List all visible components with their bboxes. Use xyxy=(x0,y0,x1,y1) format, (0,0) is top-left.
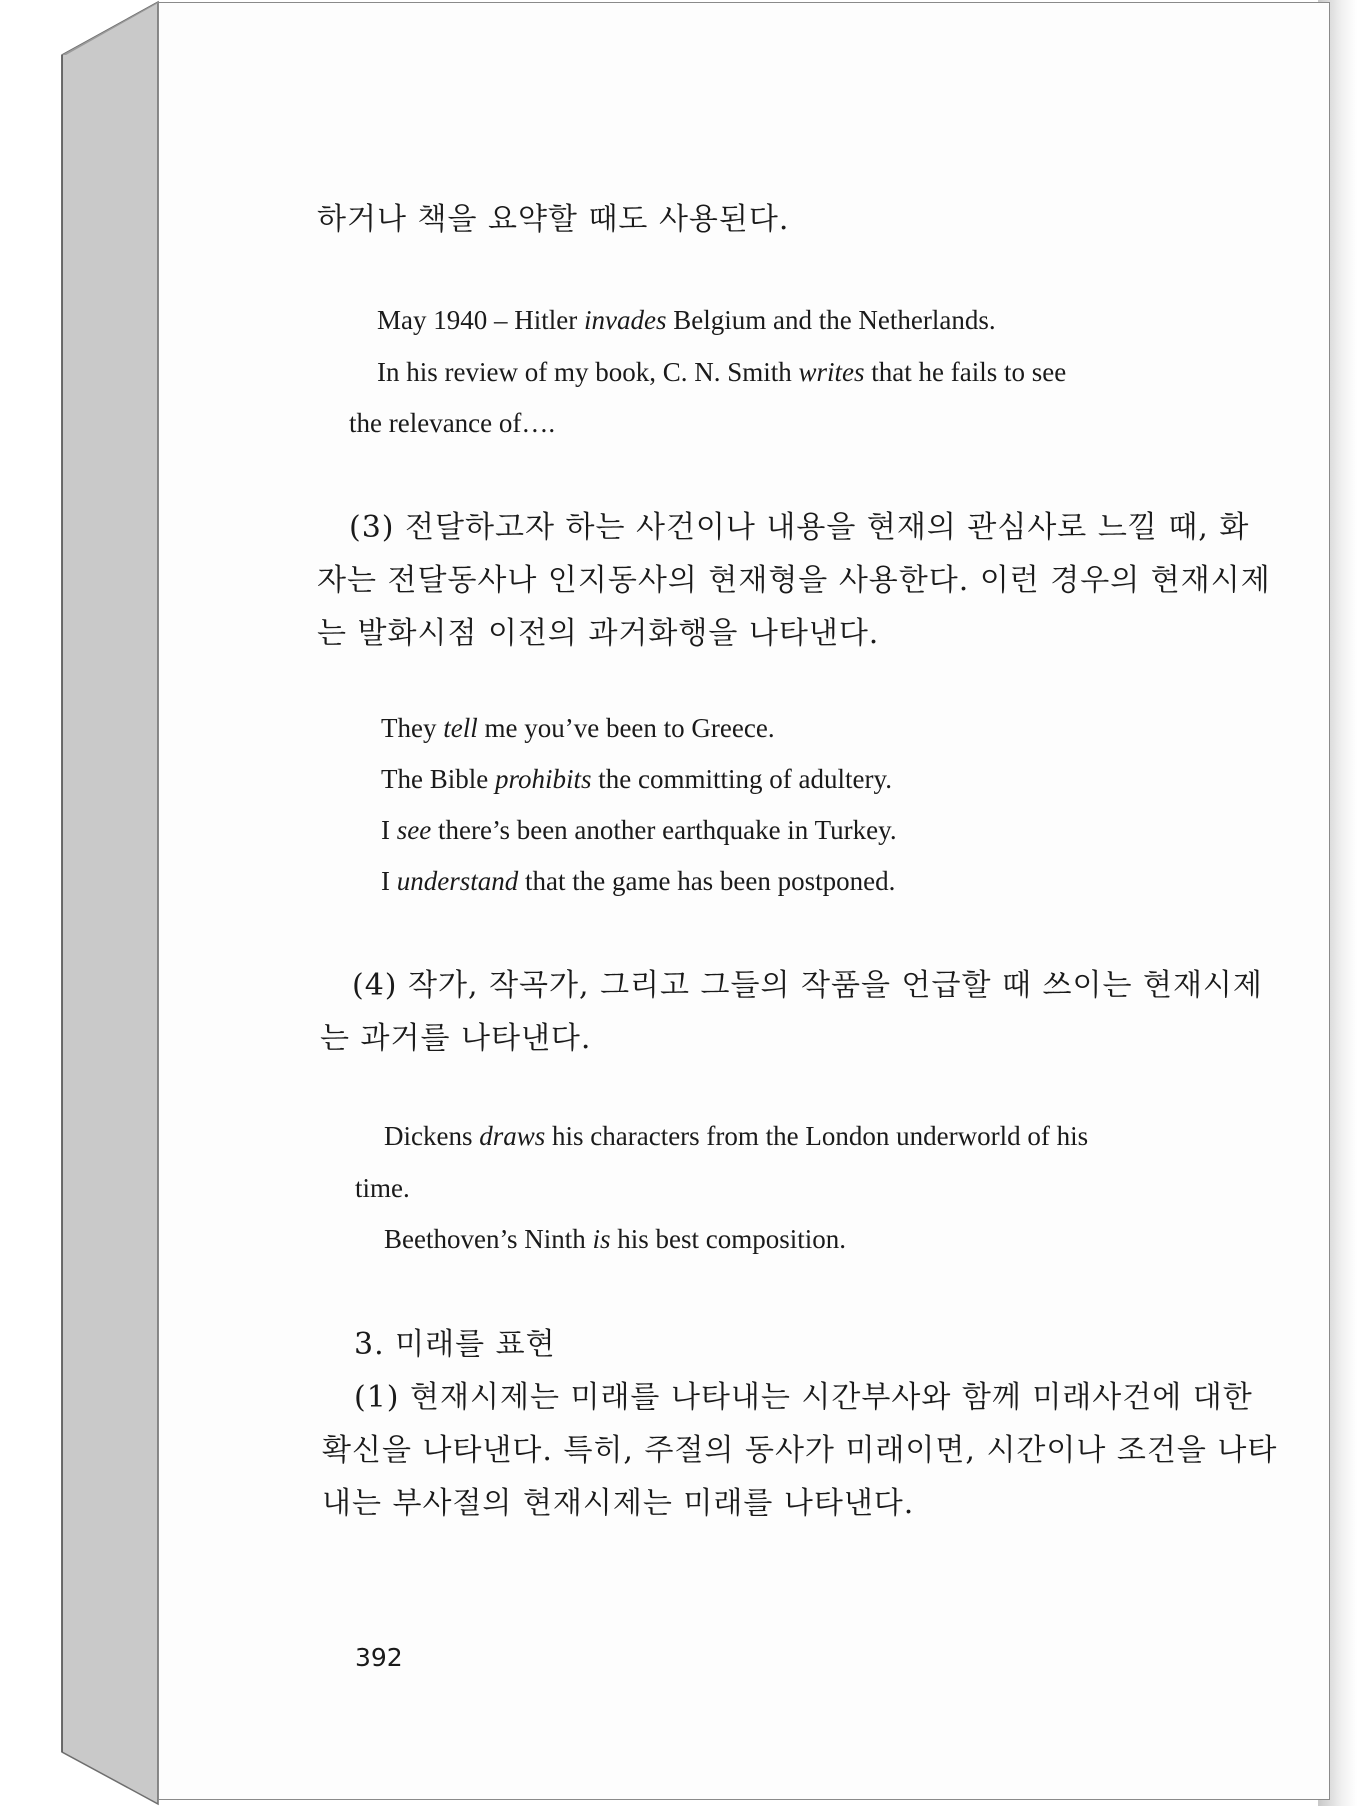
example-2-line-2: The Bible prohibits the committing of adultery. xyxy=(381,764,892,794)
book-spine xyxy=(0,0,170,1806)
future-1-line-3: 내는 부사절의 현재시제는 미래를 나타낸다. xyxy=(322,1486,915,1521)
example-1-line-3: the relevance of…. xyxy=(349,408,556,438)
future-heading: 3. 미래를 표현 xyxy=(354,1327,556,1362)
example-1-line-2: In his review of my book, C. N. Smith writes that he fails to see xyxy=(377,357,1067,387)
section-3-line-2: 자는 전달동사나 인지동사의 현재형을 사용한다. 이런 경우의 현재시제 xyxy=(317,563,1271,598)
section-4-line-1: (4) 작가, 작곡가, 그리고 그들의 작품을 언급할 때 쓰이는 현재시제 xyxy=(352,968,1263,1003)
future-1-line-2: 확신을 나타낸다. 특히, 주절의 동사가 미래이면, 시간이나 조건을 나타 xyxy=(322,1433,1278,1468)
section-3-line-3: 는 발화시점 이전의 과거화행을 나타낸다. xyxy=(317,616,880,651)
example-2-line-3: I see there’s been another earthquake in Turkey. xyxy=(381,815,897,845)
future-1-line-1: (1) 현재시제는 미래를 나타내는 시간부사와 함께 미래사건에 대한 xyxy=(354,1380,1253,1415)
example-2-line-1: They tell me you’ve been to Greece. xyxy=(381,713,775,743)
book-page xyxy=(158,2,1330,1800)
section-3-line-1: (3) 전달하고자 하는 사건이나 내용을 현재의 관심사로 느낄 때, 화 xyxy=(349,510,1250,545)
page-number: 392 xyxy=(355,1643,403,1672)
intro-line: 하거나 책을 요약할 때도 사용된다. xyxy=(317,202,790,237)
example-1-line-1: May 1940 – Hitler invades Belgium and the Netherlands. xyxy=(377,305,996,335)
example-3-line-2: time. xyxy=(355,1173,410,1203)
section-4-line-2: 는 과거를 나타낸다. xyxy=(320,1021,592,1056)
example-3-line-3: Beethoven’s Ninth is his best composition. xyxy=(384,1224,846,1254)
example-2-line-4: I understand that the game has been postponed. xyxy=(381,866,896,896)
example-3-line-1: Dickens draws his characters from the London underworld of his xyxy=(384,1121,1089,1151)
